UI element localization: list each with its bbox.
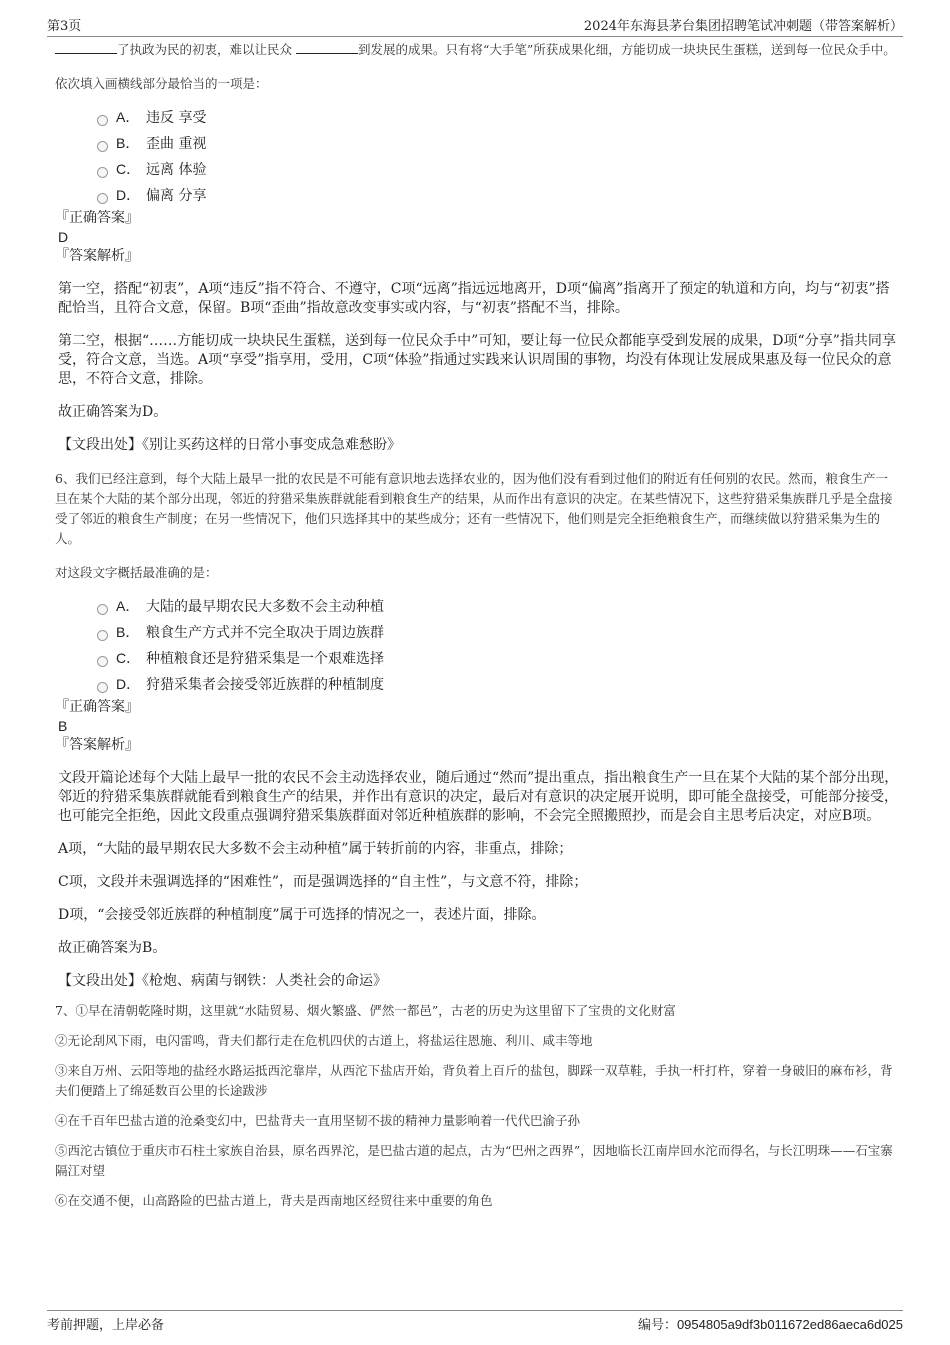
- q5-option-c[interactable]: [97, 156, 900, 182]
- q6-passage: 6、我们已经注意到，每个大陆上最早一批的农民是不可能有意识地去选择农业的，因为他们没有看到过他们的附近有任何别的农民。然而，粮食生产一旦在某个大陆的某个部分出现，邻近的狩猎采集族群就能看到粮食生产的结果，从而作出有意识的决定。在某些情况下，这些狩猎采集族群几乎是全盘接受了邻近的粮食生产制度；在另一些情况下，他们只选择其中的某些成分；还有一些情况下，他们则是完全拒绝粮食生产，而继续做以狩猎采集为生的人。: [55, 471, 893, 546]
- option-text: 违反 享受: [146, 110, 207, 126]
- footer-id: [638, 1314, 903, 1333]
- q7-item-2: ②无论刮风下雨，电闪雷鸣，背夫们都行走在危机四伏的古道上，将盐运往恩施、利川、咸丰等地: [55, 1033, 593, 1048]
- page-footer: [47, 1310, 903, 1335]
- q6-options: [97, 593, 900, 697]
- q5-analysis-3: 故正确答案为D。: [58, 404, 168, 420]
- q6-analysis-label: 『答案解析』: [55, 737, 139, 753]
- q6-option-d[interactable]: [97, 671, 900, 697]
- q5-options: [97, 104, 900, 208]
- q5-option-b[interactable]: [97, 130, 900, 156]
- q5-answer-label: 『正确答案』: [55, 210, 139, 226]
- q5-analysis-1: 第一空，搭配“初衷”，A项“违反”指不符合、不遵守，C项“远离”指远远地离开，D项“偏离”指离开了预定的轨道和方向，均与“初衷”搭配恰当，且符合文意，保留。B项“歪曲”指故意改变事实或内容，与“初衷”搭配不当，排除。: [58, 281, 890, 316]
- q6-option-b[interactable]: [97, 619, 900, 645]
- q6-source: 【文段出处】《枪炮、病菌与钢铁：人类社会的命运》: [58, 973, 387, 989]
- q5-source: 【文段出处】《别让买药这样的日常小事变成急难愁盼》: [58, 437, 401, 453]
- q7-item-4: ④在千百年巴盐古道的沧桑变幻中，巴盐背夫一直用坚韧不拔的精神力量影响着一代代巴渝子孙: [55, 1113, 581, 1128]
- q7-item-3: ③来自万州、云阳等地的盐经水路运抵西沱靠岸，从西沱下盐店开始，背负着上百斤的盐包，脚踩一双草鞋，手执一杆打杵，穿着一身破旧的麻布衫，背夫们便踏上了绵延数百公里的长途跋涉: [55, 1063, 893, 1098]
- q6-analysis-3: C项，文段并未强调选择的“困难性”，而是强调选择的“自主性”，与文意不符，排除；: [58, 874, 588, 890]
- q7-item-6: ⑥在交通不便，山高路险的巴盐古道上，背夫是西南地区经贸往来中重要的角色: [55, 1193, 493, 1208]
- footer-id-label: 编号：: [637, 1317, 677, 1333]
- q5-passage: [55, 40, 900, 60]
- radio-icon[interactable]: [97, 630, 108, 641]
- blank-line-2: [296, 41, 358, 54]
- option-text: 粮食生产方式并不完全取决于周边族群: [146, 625, 384, 641]
- q6-option-c[interactable]: [97, 645, 900, 671]
- option-text: 偏离 分享: [146, 188, 207, 204]
- q6-answer: B: [58, 718, 68, 734]
- radio-icon[interactable]: [97, 682, 108, 693]
- q6-analysis-2: A项，“大陆的最早期农民大多数不会主动种植”属于转折前的内容，非重点，排除；: [58, 841, 573, 857]
- q6-analysis-5: 故正确答案为B。: [58, 940, 167, 956]
- q6-prompt: 对这段文字概括最准确的是：: [55, 565, 218, 580]
- radio-icon[interactable]: [97, 115, 108, 126]
- radio-icon[interactable]: [97, 656, 108, 667]
- radio-icon[interactable]: [97, 604, 108, 615]
- q6-analysis-1: 文段开篇论述每个大陆上最早一批的农民不会主动选择农业，随后通过“然而”提出重点，指出粮食生产一旦在某个大陆的某个部分出现，邻近的狩猎采集族群就能看到粮食生产的结果，并作出有意识的决定，最后对有意识的决定展开说明，即可能全盘接受，可能部分接受，也可能完全拒绝，因此文段重点强调狩猎采集族群面对邻近种植族群的影响，不会完全照搬照抄，而是会自主思考后决定，对应B项。: [58, 770, 899, 824]
- footer-slogan: 考前押题，上岸必备: [47, 1317, 165, 1333]
- q5-option-a[interactable]: [97, 104, 900, 130]
- option-letter: B．: [116, 624, 140, 640]
- option-letter: D．: [116, 187, 141, 203]
- q7-item-1: 7、①早在清朝乾隆时期，这里就“水陆贸易、烟火繁盛、俨然一都邑”，古老的历史为这里留下了宝贵的文化财富: [55, 1003, 676, 1018]
- q5-passage-part1: 了执政为民的初衷，难以让民众: [117, 42, 293, 57]
- option-letter: D．: [116, 676, 141, 692]
- option-text: 种植粮食还是狩猎采集是一个艰难选择: [146, 651, 384, 667]
- page-content: [55, 40, 900, 1211]
- q5-prompt: 依次填入画横线部分最恰当的一项是：: [55, 76, 268, 91]
- radio-icon[interactable]: [97, 193, 108, 204]
- option-text: 大陆的最早期农民大多数不会主动种植: [146, 599, 384, 615]
- option-text: 远离 体验: [146, 162, 207, 178]
- q5-answer: D: [58, 229, 69, 245]
- blank-line-1: [55, 41, 117, 54]
- option-letter: B．: [116, 135, 140, 151]
- q5-option-d[interactable]: [97, 182, 900, 208]
- footer-id-code: 0954805a9df3b011672ed86aeca6d025: [676, 1316, 903, 1332]
- q6-option-a[interactable]: [97, 593, 900, 619]
- radio-icon[interactable]: [97, 141, 108, 152]
- q5-analysis-label: 『答案解析』: [55, 248, 139, 264]
- option-letter: A．: [116, 109, 140, 125]
- option-letter: A．: [116, 598, 140, 614]
- page-number: 第3页: [47, 19, 82, 34]
- q5-analysis-2: 第二空，根据“……方能切成一块块民生蛋糕，送到每一位民众手中”可知，要让每一位民众都能享受到发展的成果，D项“分享”指共同享受，符合文意，当选。A项“享受”指享用，受用，C项“体验”指通过实践来认识周围的事物，均没有体现让发展成果惠及每一位民众的意思，不符合文意，排除。: [58, 333, 896, 387]
- q6-analysis-4: D项，“会接受邻近族群的种植制度”属于可选择的情况之一，表述片面，排除。: [58, 907, 546, 923]
- document-title: 2024年东海县茅台集团招聘笔试冲刺题（带答案解析）: [583, 19, 903, 34]
- option-letter: C．: [116, 161, 141, 177]
- option-letter: C．: [116, 650, 141, 666]
- option-text: 狩猎采集者会接受邻近族群的种植制度: [146, 677, 384, 693]
- q5-passage-part2: 到发展的成果。只有将“大手笔”所获成果化细，方能切成一块块民生蛋糕，送到每一位民众手中。: [358, 42, 896, 57]
- page-header: [47, 12, 903, 37]
- radio-icon[interactable]: [97, 167, 108, 178]
- q7-item-5: ⑤西沱古镇位于重庆市石柱土家族自治县，原名西界沱，是巴盐古道的起点，古为“巴州之西界”，因地临长江南岸回水沱而得名，与长江明珠——石宝寨隔江对望: [55, 1143, 893, 1178]
- q6-answer-label: 『正确答案』: [55, 699, 139, 715]
- option-text: 歪曲 重视: [146, 136, 207, 152]
